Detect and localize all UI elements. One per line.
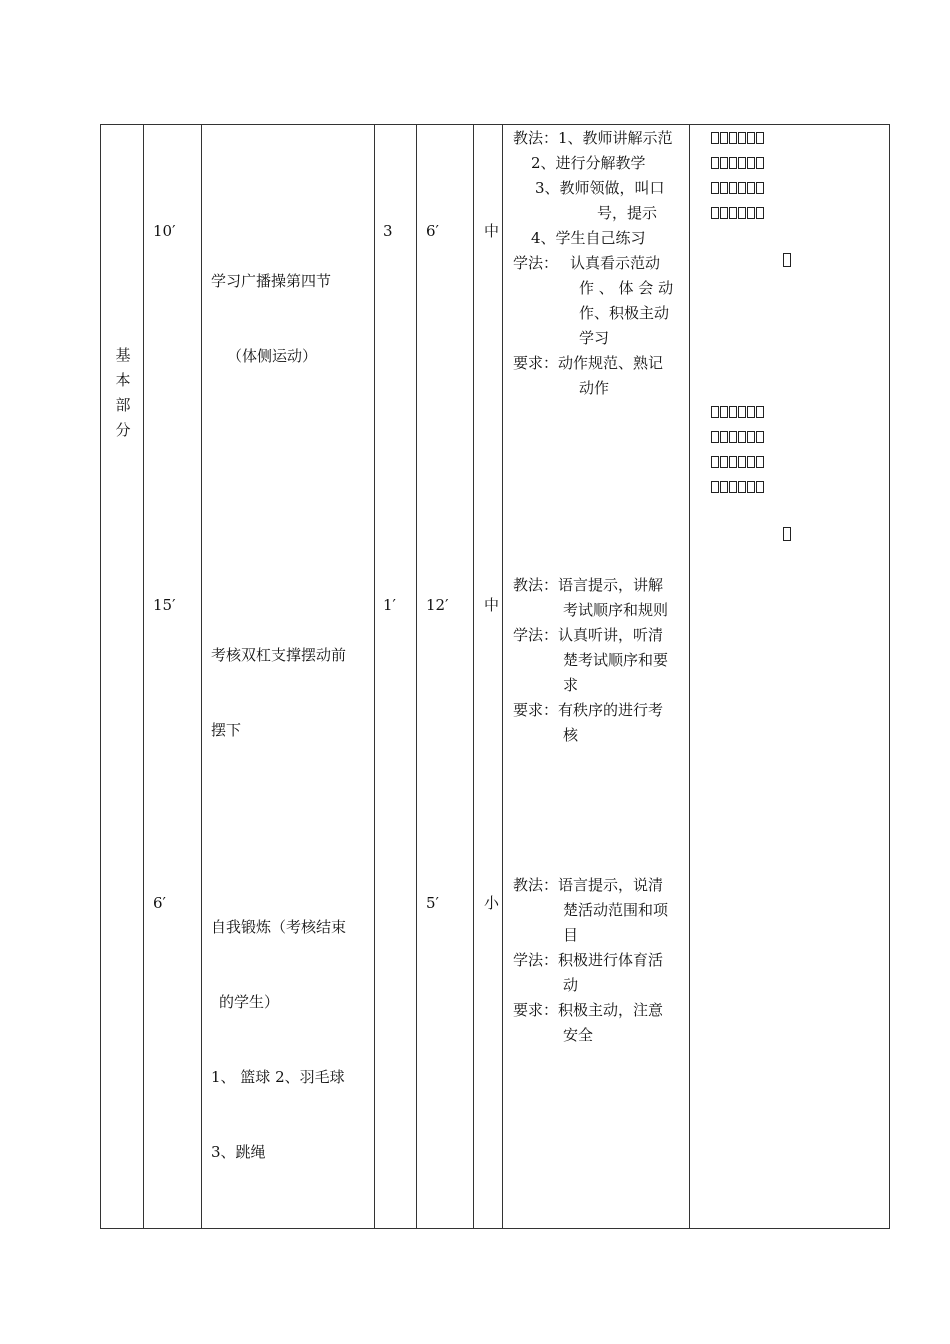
section-label bbox=[113, 343, 133, 443]
method-line: 号，提示 bbox=[597, 204, 658, 222]
method-line: 1、教师讲解示范 bbox=[558, 129, 673, 147]
section-label-char: 部 bbox=[115, 396, 131, 414]
row-time: 15′ bbox=[153, 596, 176, 614]
method-line: 安全 bbox=[563, 1026, 594, 1044]
method-line: 核 bbox=[563, 726, 579, 744]
row-method bbox=[513, 573, 685, 748]
method-line: 目 bbox=[563, 926, 579, 944]
method-line: 积极进行体育活 bbox=[558, 951, 664, 969]
row-count: 3 bbox=[383, 222, 393, 240]
row-method bbox=[513, 873, 685, 1048]
content-line: （体侧运动） bbox=[227, 347, 318, 365]
require-label: 要求： bbox=[513, 1001, 559, 1019]
method-line: 有秩序的进行考 bbox=[558, 701, 664, 719]
method-line: 认真看示范动 bbox=[570, 254, 661, 272]
method-line: 3、教师领做，叫口 bbox=[535, 179, 665, 197]
teacher-marker-icon bbox=[783, 527, 791, 541]
teach-label: 教法： bbox=[513, 129, 559, 147]
formation-diagram-1 bbox=[711, 127, 765, 227]
method-line: 学习 bbox=[579, 329, 610, 347]
row-intensity: 中 bbox=[484, 222, 500, 240]
column-divider bbox=[473, 125, 474, 1228]
content-line: 摆下 bbox=[211, 721, 242, 739]
method-line: 动作 bbox=[579, 379, 610, 397]
row-content bbox=[211, 219, 331, 419]
row-content bbox=[211, 865, 346, 1215]
content-line: 自我锻炼（考核结束 bbox=[211, 918, 347, 936]
row-duration: 6′ bbox=[426, 222, 439, 240]
teach-label: 教法： bbox=[513, 876, 559, 894]
column-divider bbox=[143, 125, 144, 1228]
row-method bbox=[513, 126, 685, 401]
method-line: 动作规范、熟记 bbox=[558, 354, 664, 372]
section-label-char: 分 bbox=[115, 421, 131, 439]
method-line: 4、学生自己练习 bbox=[531, 229, 646, 247]
method-line: 作 、 体 会 动 bbox=[579, 279, 674, 297]
formation-diagram-2 bbox=[711, 401, 765, 501]
require-label: 要求： bbox=[513, 701, 559, 719]
row-intensity: 中 bbox=[484, 596, 500, 614]
teacher-marker-icon bbox=[783, 253, 791, 267]
method-line: 语言提示，说清 bbox=[558, 876, 664, 894]
method-line: 积极主动，注意 bbox=[558, 1001, 664, 1019]
row-time: 6′ bbox=[153, 894, 166, 912]
method-line: 2、进行分解教学 bbox=[531, 154, 646, 172]
column-divider bbox=[201, 125, 202, 1228]
column-divider bbox=[374, 125, 375, 1228]
row-time: 10′ bbox=[153, 222, 176, 240]
teach-label: 教法： bbox=[513, 576, 559, 594]
method-line: 动 bbox=[563, 976, 579, 994]
row-duration: 12′ bbox=[426, 596, 449, 614]
lesson-plan-table bbox=[100, 124, 890, 1229]
method-line: 楚活动范围和项 bbox=[563, 901, 669, 919]
method-line: 楚考试顺序和要 bbox=[563, 651, 669, 669]
method-line: 语言提示，讲解 bbox=[558, 576, 664, 594]
learn-label: 学法： bbox=[513, 951, 559, 969]
method-line: 求 bbox=[563, 676, 579, 694]
column-divider bbox=[416, 125, 417, 1228]
require-label: 要求： bbox=[513, 354, 559, 372]
method-line: 认真听讲，听清 bbox=[558, 626, 664, 644]
column-divider bbox=[689, 125, 690, 1228]
column-divider bbox=[502, 125, 503, 1228]
section-label-char: 本 bbox=[115, 371, 131, 389]
content-line: 考核双杠支撑摆动前 bbox=[211, 646, 347, 664]
row-count: 1′ bbox=[383, 596, 396, 614]
content-line: 1、 篮球 2、羽毛球 bbox=[211, 1068, 345, 1086]
content-line: 学习广播操第四节 bbox=[211, 272, 332, 290]
row-duration: 5′ bbox=[426, 894, 439, 912]
method-line: 作、积极主动 bbox=[579, 304, 670, 322]
method-line: 考试顺序和规则 bbox=[563, 601, 669, 619]
learn-label: 学法： bbox=[513, 254, 559, 272]
section-label-char: 基 bbox=[115, 346, 131, 364]
learn-label: 学法： bbox=[513, 626, 559, 644]
row-content bbox=[211, 593, 346, 793]
content-line: 的学生） bbox=[219, 993, 280, 1011]
content-line: 3、跳绳 bbox=[211, 1143, 266, 1161]
row-intensity: 小 bbox=[484, 894, 500, 912]
